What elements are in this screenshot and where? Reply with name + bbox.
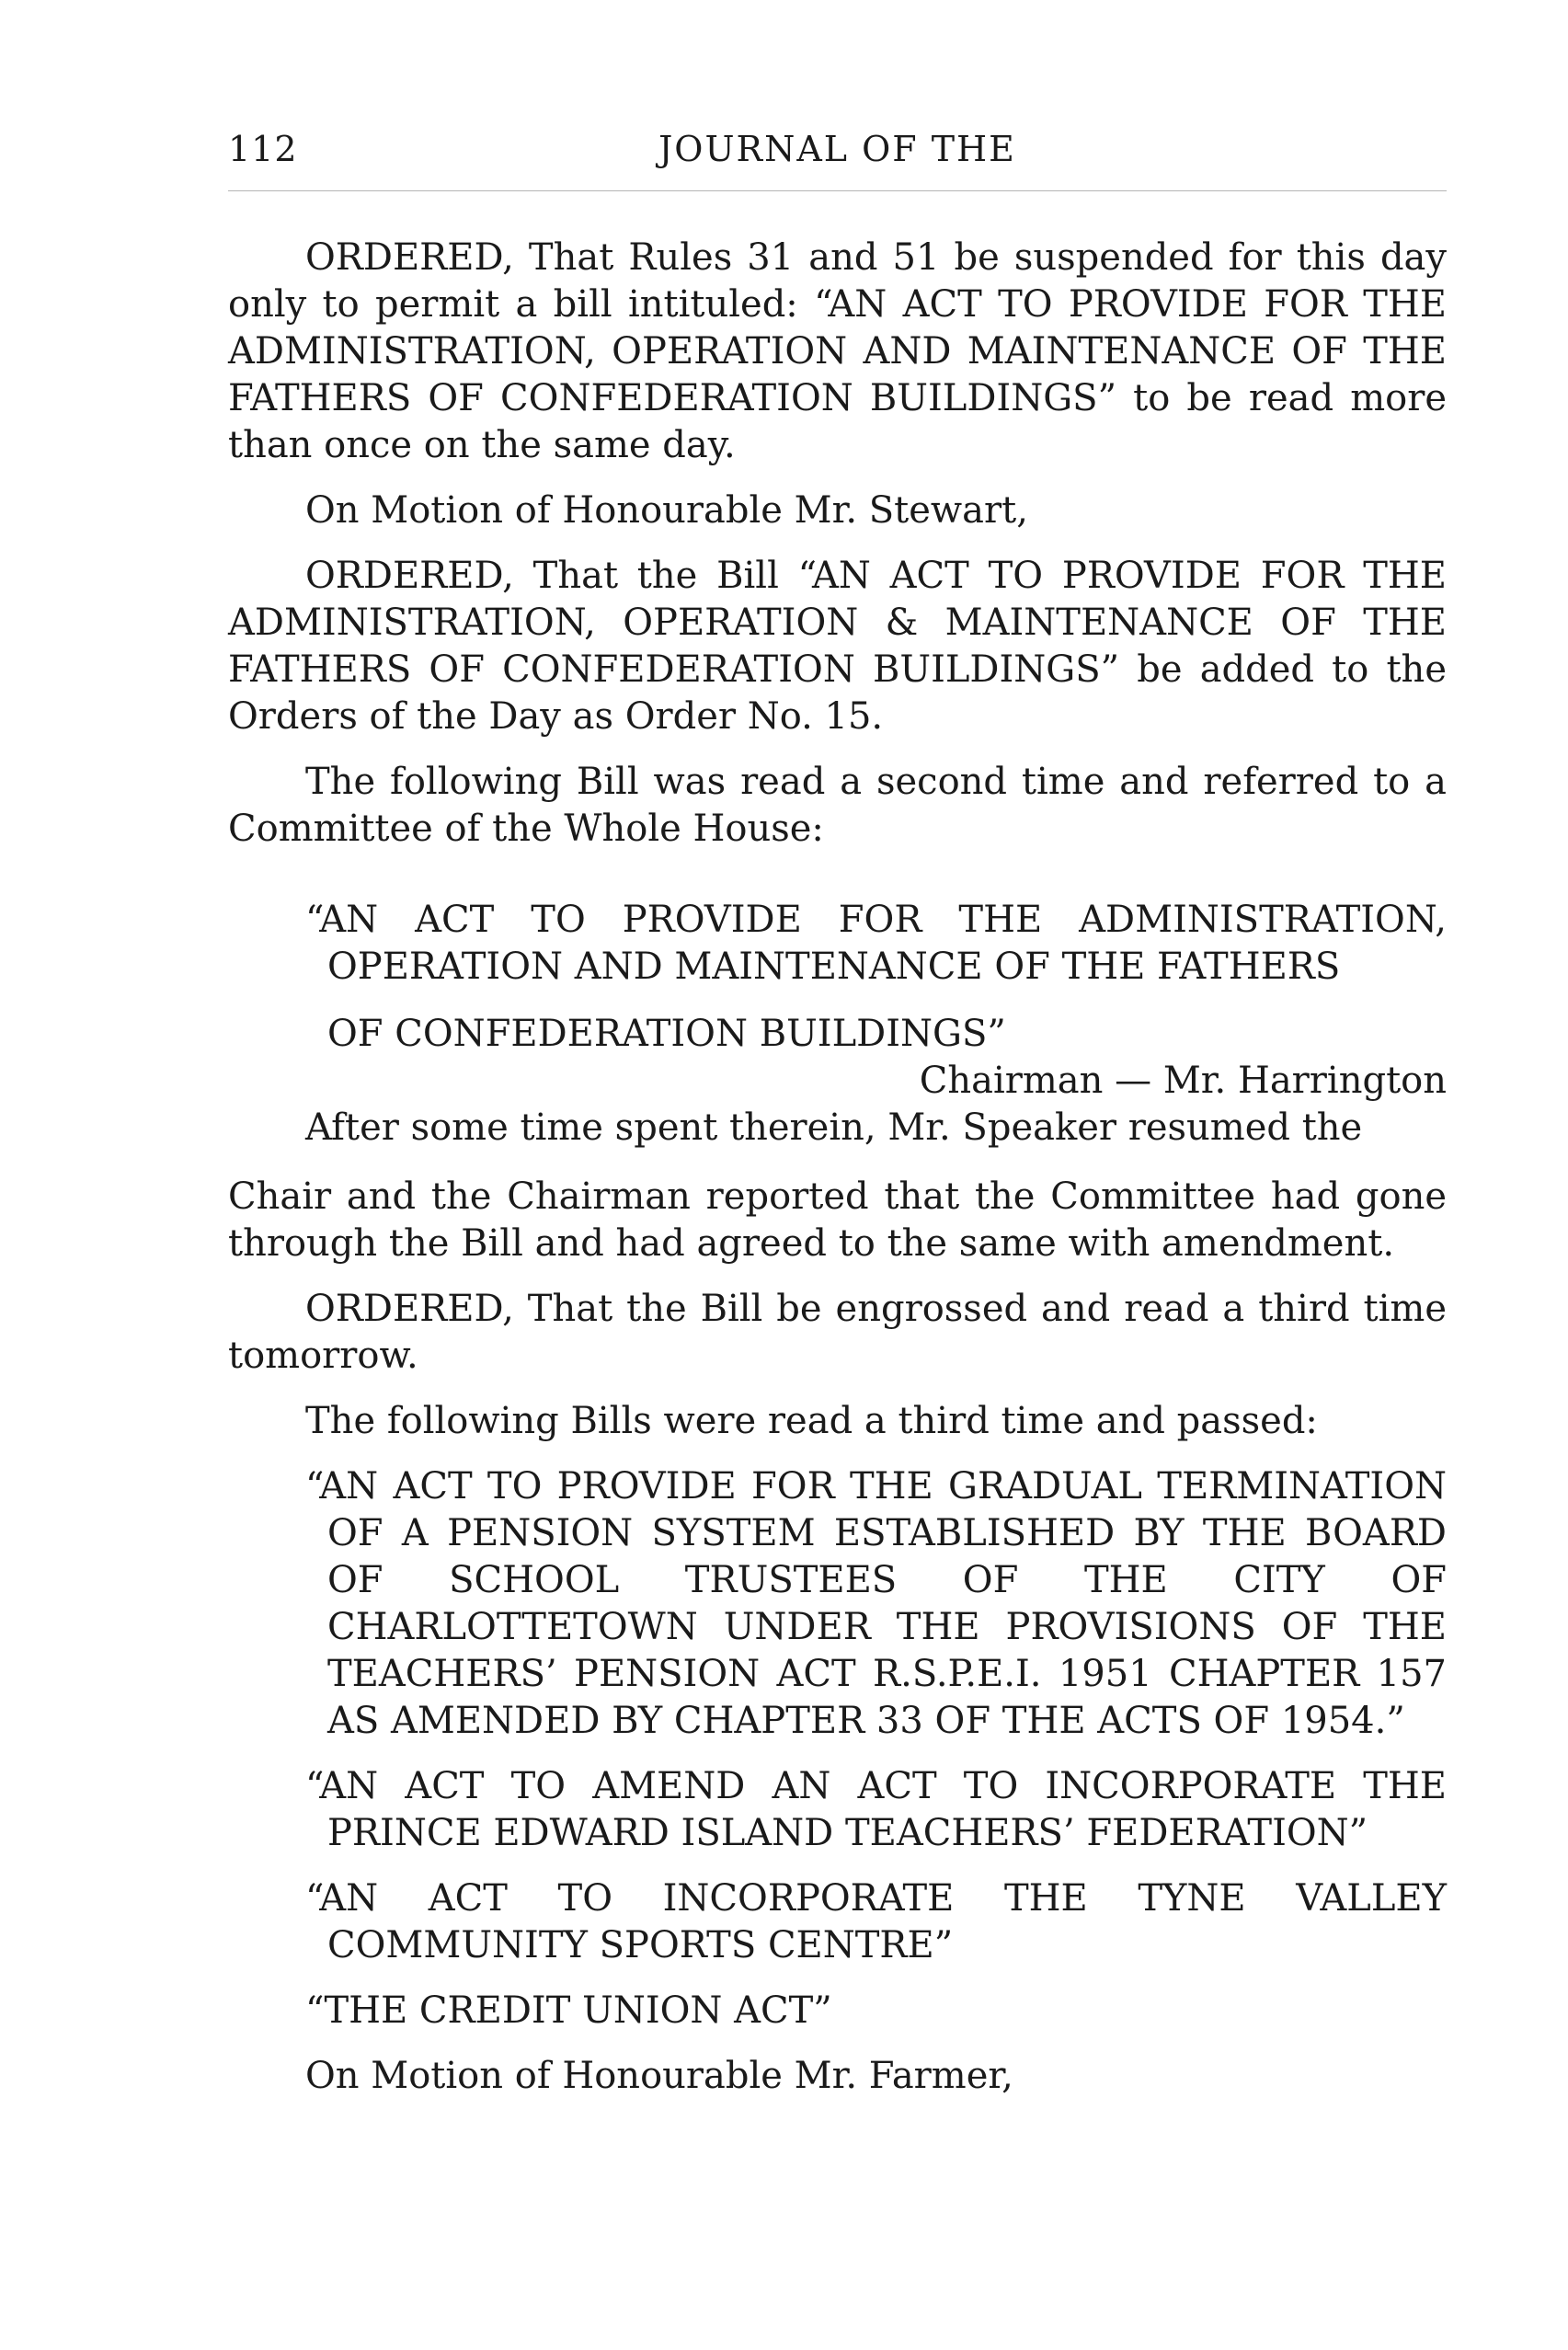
motion-farmer: On Motion of Honourable Mr. Farmer, [305,2055,1013,2097]
motion-stewart: On Motion of Honourable Mr. Stewart, [305,489,1028,532]
second-reading-intro: The following Bill was read a second time and referred to a Committee of the Whole House: [228,761,1447,850]
bill-credit-union: “THE CREDIT UNION ACT” [305,1989,832,2032]
page-number: 112 [228,129,298,169]
committee-chairman: Chairman — Mr. Harrington [919,1060,1447,1102]
header-rule [228,190,1447,191]
bill-tyne-valley: “AN ACT TO INCORPORATE THE TYNE VALLEY COMMUNITY SPORTS CENTRE” [305,1877,1447,1966]
committee-report-start: After some time spent therein, Mr. Speaker resumed the [305,1106,1363,1149]
journal-body [228,235,1447,2100]
bill-teachers-federation: “AN ACT TO AMEND AN ACT TO INCORPORATE THE PRINCE EDWARD ISLAND TEACHERS’ FEDERATION” [305,1765,1447,1854]
running-head: JOURNAL OF THE [658,129,1016,169]
bill-confederation-buildings-cont: OF CONFEDERATION BUILDINGS” [327,1013,1006,1055]
third-reading-intro: The following Bills were read a third time and passed: [305,1400,1318,1442]
bill-confederation-buildings: “AN ACT TO PROVIDE FOR THE ADMINISTRATION, OPERATION AND MAINTENANCE OF THE FATHERS [305,899,1447,988]
order-add-bill: ORDERED, That the Bill “AN ACT TO PROVIDE FOR THE ADMINISTRATION, OPERATION & MAINTENANCE OF THE FATHERS OF CONFEDERATION BUILDINGS” be added to the Orders of the Day as Order No. 15. [228,555,1447,738]
order-suspend-rules: ORDERED, That Rules 31 and 51 be suspended for this day only to permit a bill intituled: “AN ACT TO PROVIDE FOR THE ADMINISTRATION, OPERATION AND MAINTENANCE OF THE FATHERS OF CONFEDERATION BUILDINGS” to be read more than once on the same day. [228,236,1447,466]
committee-report: Chair and the Chairman reported that the Committee had gone through the Bill and had agreed to the same with amendment. [228,1175,1447,1265]
bill-pension-termination: “AN ACT TO PROVIDE FOR THE GRADUAL TERMINATION OF A PENSION SYSTEM ESTABLISHED BY THE BOARD OF SCHOOL TRUSTEES OF THE CITY OF CHARLOTTETOWN UNDER THE PROVISIONS OF THE TEACHERS’ PENSION ACT R.S.P.E.I. 1951 CHAPTER 157 AS AMENDED BY CHAPTER 33 OF THE ACTS OF 1954.” [305,1465,1447,1742]
order-engross: ORDERED, That the Bill be engrossed and read a third time tomorrow. [228,1288,1447,1377]
page-header [228,129,1447,184]
